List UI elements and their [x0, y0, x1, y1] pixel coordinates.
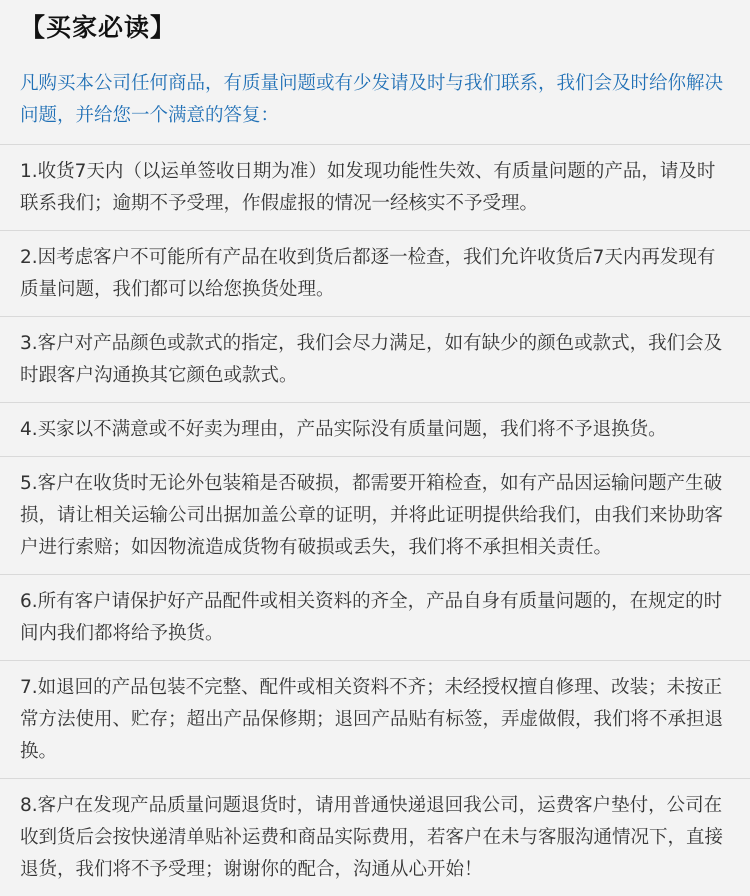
rule-item-5: 5.客户在收货时无论外包装箱是否破损，都需要开箱检查，如有产品因运输问题产生破损，请让相关运输公司出据加盖公章的证明，并将此证明提供给我们，由我们来协助客户进行索赔；如因物流造成货物有破损或丢失，我们将不承担相关责任。 — [0, 457, 750, 575]
page-title: 【买家必读】 — [20, 13, 177, 42]
rule-item-8: 8.客户在发现产品质量问题退货时，请用普通快递退回我公司，运费客户垫付，公司在收到货后会按快递清单贴补运费和商品实际费用，若客户在未与客服沟通情况下，直接退货，我们将不予受理；谢谢你的配合，沟通从心开始！ — [20, 795, 724, 880]
rule-item-2: 2.因考虑客户不可能所有产品在收到货后都逐一检查，我们允许收货后7天内再发现有质量问题，我们都可以给您换货处理。 — [0, 231, 750, 317]
rule-item-7: 7.如退回的产品包装不完整、配件或相关资料不齐；未经授权擅自修理、改装；未按正常方法使用、贮存；超出产品保修期；退回产品贴有标签，弄虚做假，我们将不承担退换。 — [0, 661, 750, 779]
intro-paragraph: 凡购买本公司任何商品，有质量问题或有少发请及时与我们联系，我们会及时给你解决问题，并给您一个满意的答复： — [20, 73, 724, 126]
rule-item-3: 3.客户对产品颜色或款式的指定，我们会尽力满足，如有缺少的颜色或款式，我们会及时跟客户沟通换其它颜色或款式。 — [0, 317, 750, 403]
rule-item-4: 4.买家以不满意或不好卖为理由，产品实际没有质量问题，我们将不予退换货。 — [0, 403, 750, 457]
rule-item-6: 6.所有客户请保护好产品配件或相关资料的齐全，产品自身有质量问题的，在规定的时间内我们都将给予换货。 — [0, 575, 750, 661]
rule-item-1: 1.收货7天内（以运单签收日期为准）如发现功能性失效、有质量问题的产品，请及时联系我们；逾期不予受理，作假虚报的情况一经核实不予受理。 — [0, 145, 750, 231]
rules-list — [20, 145, 728, 896]
